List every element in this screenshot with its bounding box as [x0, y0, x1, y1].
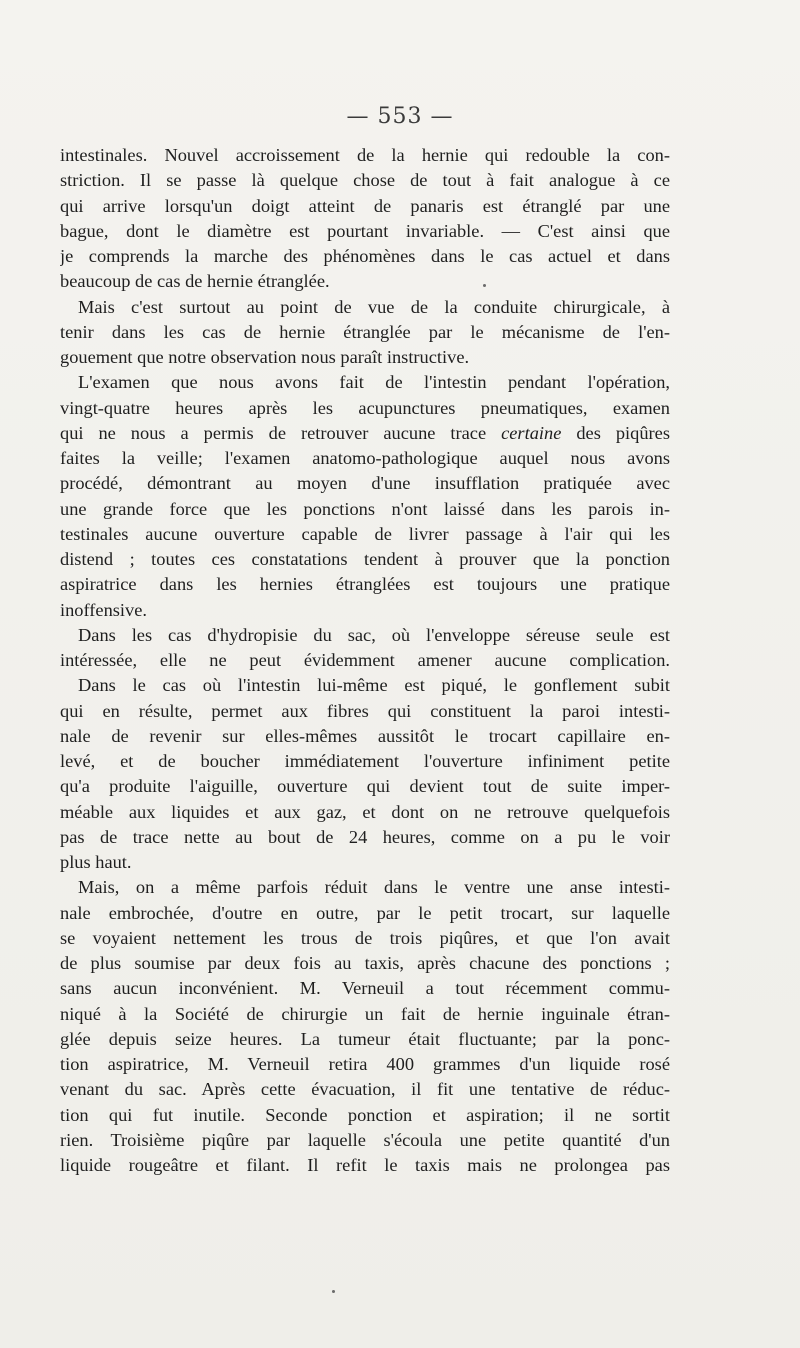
text-line: inoffensive.	[60, 599, 147, 620]
print-speck	[332, 1290, 335, 1293]
text-line: se voyaient nettement les trous de trois piqûres, et que l'on avait	[60, 927, 670, 948]
text-line: Mais, on a même parfois réduit dans le ventre une anse intesti-	[78, 877, 670, 898]
text-line: beaucoup de cas de hernie étranglée.	[60, 271, 330, 292]
text-line: intestinales. Nouvel accroissement de la hernie qui redouble la con-	[60, 145, 670, 165]
text-line: faites la veille; l'examen anatomo-pathologique auquel nous avons	[60, 448, 670, 468]
text-line: aspiratrice dans les hernies étranglées est toujours une pratique	[60, 574, 670, 595]
text-line: venant du sac. Après cette évacuation, il fit une tentative de réduc-	[60, 1079, 670, 1100]
text-line: tion qui fut inutile. Seconde ponction et aspiration; il ne sortit	[60, 1104, 670, 1125]
text-line: niqué à la Société de chirurgie un fait de hernie inguinale étran-	[60, 1003, 670, 1024]
text-line: intéressée, elle ne peut évidemment amener aucune complication.	[60, 650, 670, 670]
text-line: bague, dont le diamètre est pourtant invariable. — C'est ainsi que	[60, 220, 670, 241]
text-line: tion aspiratrice, M. Verneuil retira 400 grammes d'un liquide rosé	[60, 1054, 670, 1074]
text-line: nale de revenir sur elles-mêmes aussitôt le trocart capillaire en-	[60, 725, 670, 746]
text-line: levé, et de boucher immédiatement l'ouverture infiniment petite	[60, 751, 670, 771]
text-line: plus haut.	[60, 852, 132, 872]
text-line: liquide rougeâtre et filant. Il refit le taxis mais ne prolongea pas	[60, 1155, 670, 1175]
body-text	[60, 143, 670, 1178]
text-line: testinales aucune ouverture capable de livrer passage à l'air qui les	[60, 523, 670, 544]
text-line: qu'a produite l'aiguille, ouverture qui devient tout de suite imper-	[60, 776, 670, 797]
text-segment: des piqûres	[576, 422, 670, 443]
text-line: une grande force que les ponctions n'ont laissé dans les parois in-	[60, 498, 670, 519]
text-line: rien. Troisième piqûre par laquelle s'écoula une petite quantité d'un	[60, 1129, 670, 1150]
text-line: je comprends la marche des phénomènes dans le cas actuel et dans	[60, 246, 670, 266]
text-line: tenir dans les cas de hernie étranglée par le mécanisme de l'en-	[60, 321, 670, 342]
text-line: L'examen que nous avons fait de l'intestin pendant l'opération,	[78, 372, 670, 393]
text-line: pas de trace nette au bout de 24 heures, comme on a pu le voir	[60, 826, 670, 847]
page-number-header: — 553 —	[346, 104, 454, 129]
text-line: Mais c'est surtout au point de vue de la conduite chirurgicale, à	[78, 296, 670, 317]
text-line: Dans le cas où l'intestin lui-même est piqué, le gonflement subit	[78, 675, 670, 696]
text-line: Dans les cas d'hydropisie du sac, où l'enveloppe séreuse seule est	[78, 624, 670, 645]
text-line: sans aucun inconvénient. M. Verneuil a tout récemment commu-	[60, 978, 670, 999]
text-line: qui arrive lorsqu'un doigt atteint de panaris est étranglé par une	[60, 195, 670, 216]
italic-word: certaine	[501, 422, 562, 443]
text-line	[60, 421, 670, 446]
print-speck	[483, 284, 486, 287]
text-line: méable aux liquides et aux gaz, et dont on ne retrouve quelquefois	[60, 801, 670, 822]
text-line: gouement que notre observation nous paraît instructive.	[60, 347, 470, 367]
text-line: qui en résulte, permet aux fibres qui constituent la paroi intesti-	[60, 700, 670, 721]
text-line: glée depuis seize heures. La tumeur était fluctuante; par la ponc-	[60, 1028, 670, 1049]
text-line: procédé, démontrant au moyen d'une insufflation pratiquée avec	[60, 473, 670, 494]
text-segment: qui ne nous a permis de retrouver aucune trace	[60, 422, 487, 443]
text-line: distend ; toutes ces constatations tendent à prouver que la ponction	[60, 549, 670, 569]
text-line: de plus soumise par deux fois au taxis, après chacune des ponctions ;	[60, 953, 670, 973]
text-line: vingt-quatre heures après les acupunctures pneumatiques, examen	[60, 397, 670, 418]
text-line: nale embrochée, d'outre en outre, par le petit trocart, sur laquelle	[60, 902, 670, 923]
text-line: striction. Il se passe là quelque chose de tout à fait analogue à ce	[60, 170, 670, 191]
